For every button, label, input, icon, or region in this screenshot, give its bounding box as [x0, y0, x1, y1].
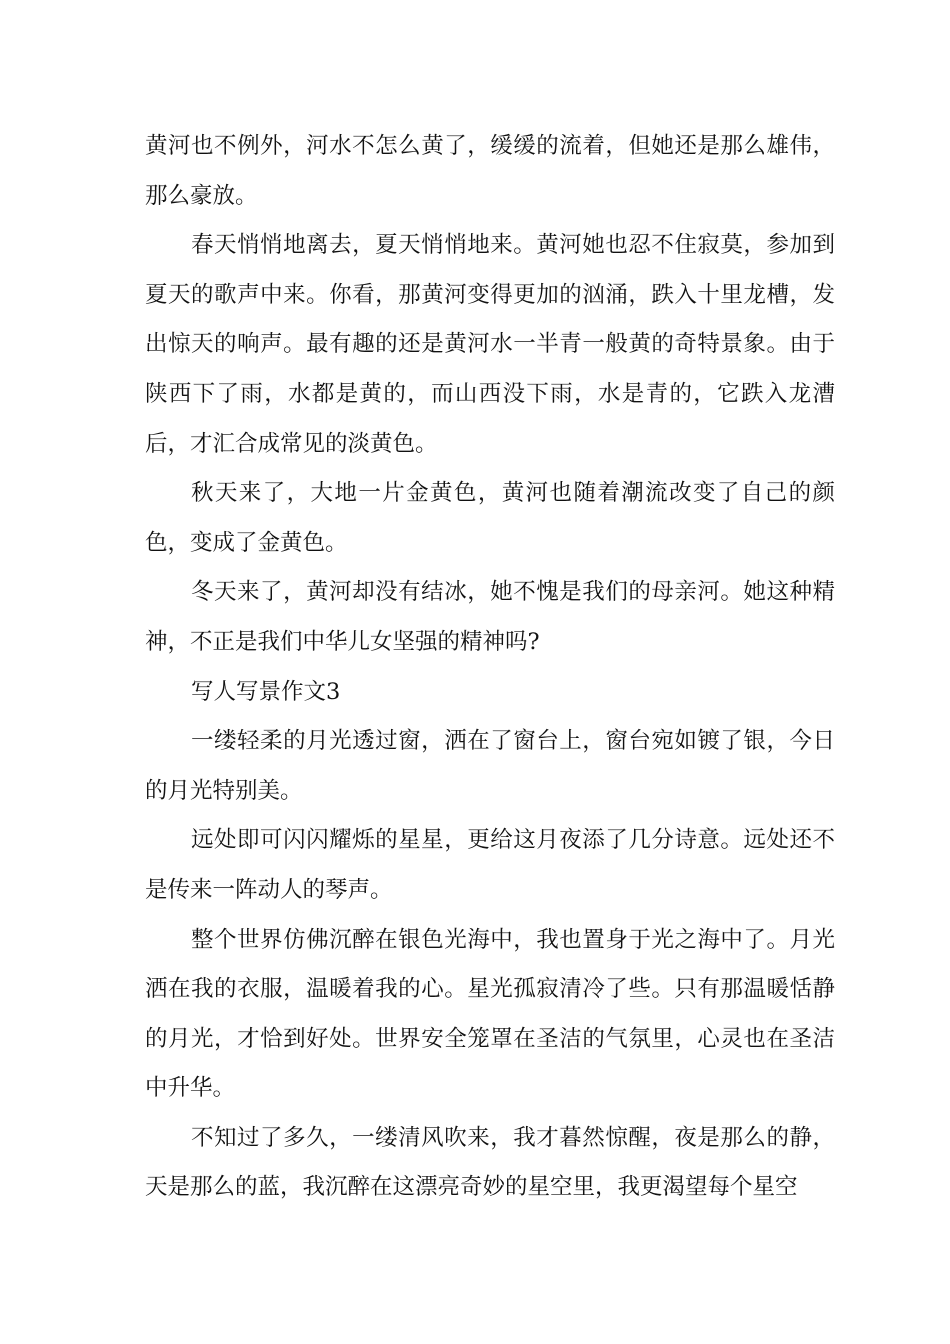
paragraph-6: 远处即可闪闪耀烁的星星，更给这月夜添了几分诗意。远处还不是传来一阵动人的琴声。: [145, 827, 835, 903]
paragraph-8: 不知过了多久，一缕清风吹来，我才暮然惊醒，夜是那么的静，天是那么的蓝，我沉醉在这漂亮奇妙的星空里，我更渴望每个星空: [145, 1124, 835, 1201]
paragraph-1: 黄河也不例外，河水不怎么黄了，缓缓的流着，但她还是那么雄伟，那么豪放。: [145, 133, 835, 209]
paragraph-5: 一缕轻柔的月光透过窗，洒在了窗台上，窗台宛如镀了银，今日的月光特别美。: [145, 728, 835, 804]
paragraph-7: 整个世界仿佛沉醉在银色光海中，我也置身于光之海中了。月光洒在我的衣服，温暖着我的心。星光孤寂清冷了些。只有那温暖恬静的月光，才恰到好处。世界安全笼罩在圣洁的气氛里，心灵也在圣洁中升华。: [145, 926, 835, 1102]
section-heading: 写人写景作文3: [191, 678, 341, 705]
paragraph-3: 秋天来了，大地一片金黄色，黄河也随着潮流改变了自己的颜色，变成了金黄色。: [145, 480, 835, 556]
paragraph-2: 春天悄悄地离去，夏天悄悄地来。黄河她也忍不住寂莫，参加到夏天的歌声中来。你看，那黄河变得更加的汹涌，跌入十里龙槽，发出惊天的响声。最有趣的还是黄河水一半青一般黄的奇特景象。由于陕西下了雨，水都是黄的，而山西没下雨，水是青的，它跌入龙漕后，才汇合成常见的淡黄色。: [145, 232, 835, 457]
paragraph-4: 冬天来了，黄河却没有结冰，她不愧是我们的母亲河。她这种精神，不正是我们中华儿女坚强的精神吗?: [145, 579, 835, 655]
document-body: [145, 122, 835, 1213]
